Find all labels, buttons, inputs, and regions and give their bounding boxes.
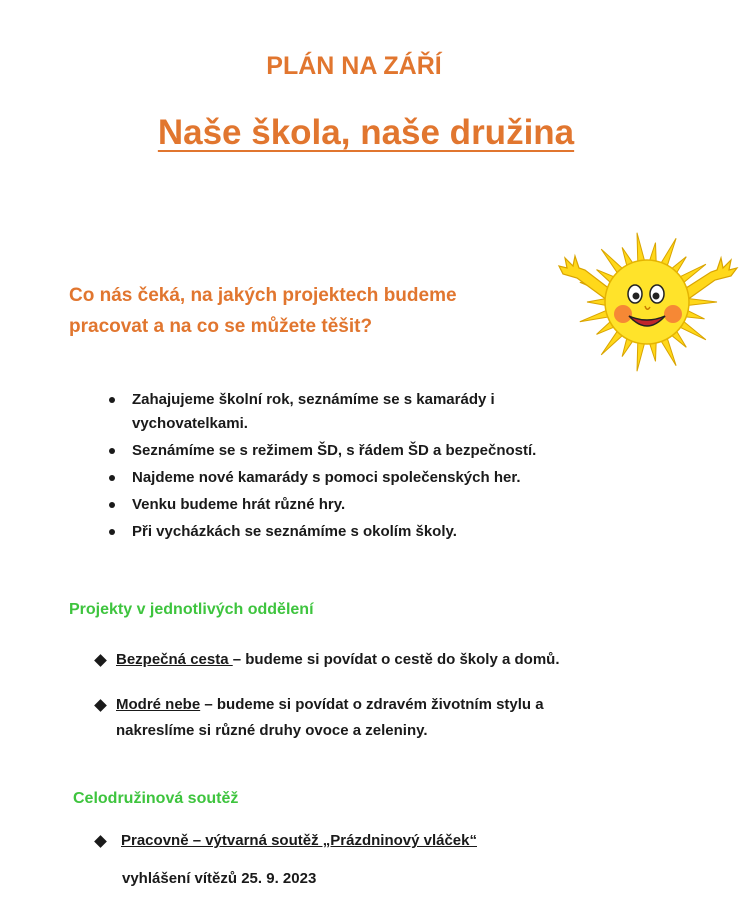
sun-ray <box>587 298 607 305</box>
project-item-2 <box>96 692 616 744</box>
sun-face <box>605 260 689 344</box>
intro-line-1: Co nás čeká, na jakých projektech budeme <box>69 285 457 306</box>
intro-line-2: pracovat a na co se můžete těšit? <box>69 316 373 337</box>
list-item: Zahajujeme školní rok, seznámíme se s kamarády i vychovatelkami. <box>104 388 604 436</box>
project-description: – budeme si povídat o cestě do školy a domů. <box>232 651 560 668</box>
winner-announcement: vyhlášení vítězů 25. 9. 2023 <box>122 870 317 887</box>
left-cheek <box>614 305 632 323</box>
project-name: Modré nebe <box>116 696 201 713</box>
intro-question <box>69 280 529 342</box>
right-pupil <box>653 293 660 300</box>
page-subtitle: Naše škola, naše družina <box>157 113 575 152</box>
contest-name: Pracovně – výtvarná soutěž „Prázdninový vláček“ <box>121 832 477 849</box>
right-cheek <box>664 305 682 323</box>
projects-heading: Projekty v jednotlivých oddělení <box>69 601 314 618</box>
sun-ray <box>580 310 610 322</box>
bullet-icon <box>109 397 115 403</box>
diamond-bullet-icon <box>94 654 107 667</box>
project-description: – budeme si povídat o zdravém životním stylu a nakreslíme si různé druhy ovoce a zeleniny. <box>116 696 544 739</box>
sun-illustration <box>555 228 741 374</box>
diamond-bullet-icon <box>94 699 107 712</box>
page-title: PLÁN NA ZÁŘÍ <box>266 52 442 80</box>
list-item: Při vycházkách se seznámíme s okolím školy. <box>104 520 604 544</box>
project-name: Bezpečná cesta <box>116 651 233 668</box>
sun-ray <box>637 233 645 263</box>
list-item: Seznámíme se s režimem ŠD, s řádem ŠD a bezpečností. <box>104 439 604 463</box>
sun-ray <box>637 341 645 371</box>
left-pupil <box>633 293 640 300</box>
left-arm <box>559 256 611 300</box>
bullet-icon <box>109 502 115 508</box>
bullet-icon <box>109 475 115 481</box>
intro-bullet-list <box>104 388 604 547</box>
bullet-icon <box>109 448 115 454</box>
contest-item <box>96 828 616 854</box>
bullet-icon <box>109 529 115 535</box>
sun-ray <box>687 298 717 305</box>
list-item: Venku budeme hrát různé hry. <box>104 493 604 517</box>
right-arm <box>683 258 737 300</box>
contest-heading: Celodružinová soutěž <box>73 790 239 807</box>
diamond-bullet-icon <box>94 835 107 848</box>
project-item-1 <box>96 647 616 673</box>
list-item: Najdeme nové kamarády s pomoci společenských her. <box>104 466 604 490</box>
